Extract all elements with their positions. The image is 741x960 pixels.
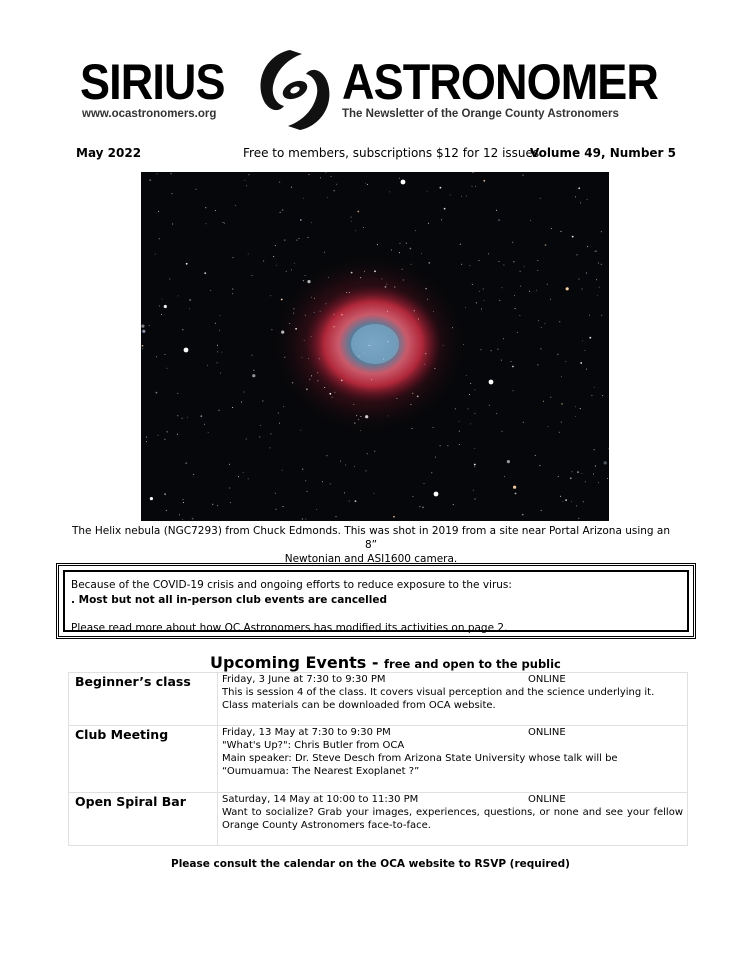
issue-volume: Volume 49, Number 5 bbox=[529, 146, 676, 160]
event-datetime: Friday, 13 May at 7:30 to 9:30 PM bbox=[222, 727, 391, 738]
masthead-title-right: ASTRONOMER bbox=[342, 54, 658, 110]
event-desc-line: This is session 4 of the class. It covers visual perception and the science underlying it. bbox=[222, 687, 655, 698]
table-row bbox=[69, 673, 688, 726]
helix-nebula-photo bbox=[141, 172, 609, 521]
event-status: ONLINE bbox=[528, 727, 566, 738]
events-heading-sub: free and open to the public bbox=[384, 657, 561, 671]
event-status: ONLINE bbox=[528, 794, 566, 805]
event-datetime: Saturday, 14 May at 10:00 to 11:30 PM bbox=[222, 794, 419, 805]
event-desc-line: "What's Up?": Chris Butler from OCA bbox=[222, 740, 405, 751]
covid-notice-box bbox=[56, 563, 696, 639]
event-name: Club Meeting bbox=[69, 726, 218, 793]
table-row bbox=[69, 793, 688, 846]
masthead-title-left: SIRIUS bbox=[80, 54, 225, 110]
event-desc-line: Class materials can be downloaded from OCA website. bbox=[222, 700, 496, 711]
event-desc-line: Main speaker: Dr. Steve Desch from Arizona State University whose talk will be bbox=[222, 753, 618, 764]
notice-line2: . Most but not all in-person club events are cancelled bbox=[71, 594, 388, 606]
spiral-galaxy-logo-icon bbox=[250, 44, 340, 136]
issue-line bbox=[76, 146, 676, 162]
event-desc-line: “Oumuamua: The Nearest Exoplanet ?” bbox=[222, 766, 420, 777]
events-heading: Upcoming Events - free and open to the public bbox=[210, 653, 561, 672]
masthead-subtitle: The Newsletter of the Orange County Astronomers bbox=[342, 108, 619, 120]
rsvp-footer: Please consult the calendar on the OCA website to RSVP (required) bbox=[171, 858, 570, 870]
event-desc-line: Want to socialize? Grab your images, experiences, questions, or none and see your fellow Orange County Astronomers face-to-face. bbox=[222, 807, 683, 831]
event-name: Open Spiral Bar bbox=[69, 793, 218, 846]
table-row bbox=[69, 726, 688, 793]
event-name: Beginner’s class bbox=[69, 673, 218, 726]
photo-caption-line1: The Helix nebula (NGC7293) from Chuck Edmonds. This was shot in 2019 from a site near Portal Arizona using an 8” bbox=[71, 525, 671, 551]
photo-caption-line2: Newtonian and ASI1600 camera. bbox=[284, 553, 458, 565]
notice-line1: Because of the COVID-19 crisis and ongoing efforts to reduce exposure to the virus: bbox=[71, 579, 512, 591]
masthead bbox=[80, 44, 660, 134]
photo-caption bbox=[70, 524, 672, 566]
issue-date: May 2022 bbox=[76, 146, 142, 160]
issue-price: Free to members, subscriptions $12 for 12 issues bbox=[243, 146, 540, 160]
event-datetime: Friday, 3 June at 7:30 to 9:30 PM bbox=[222, 674, 386, 685]
events-table bbox=[68, 672, 688, 846]
notice-line3: Please read more about how OC Astronomers has modified its activities on page 2. bbox=[71, 622, 508, 634]
event-status: ONLINE bbox=[528, 674, 566, 685]
masthead-url[interactable]: www.ocastronomers.org bbox=[82, 108, 217, 120]
